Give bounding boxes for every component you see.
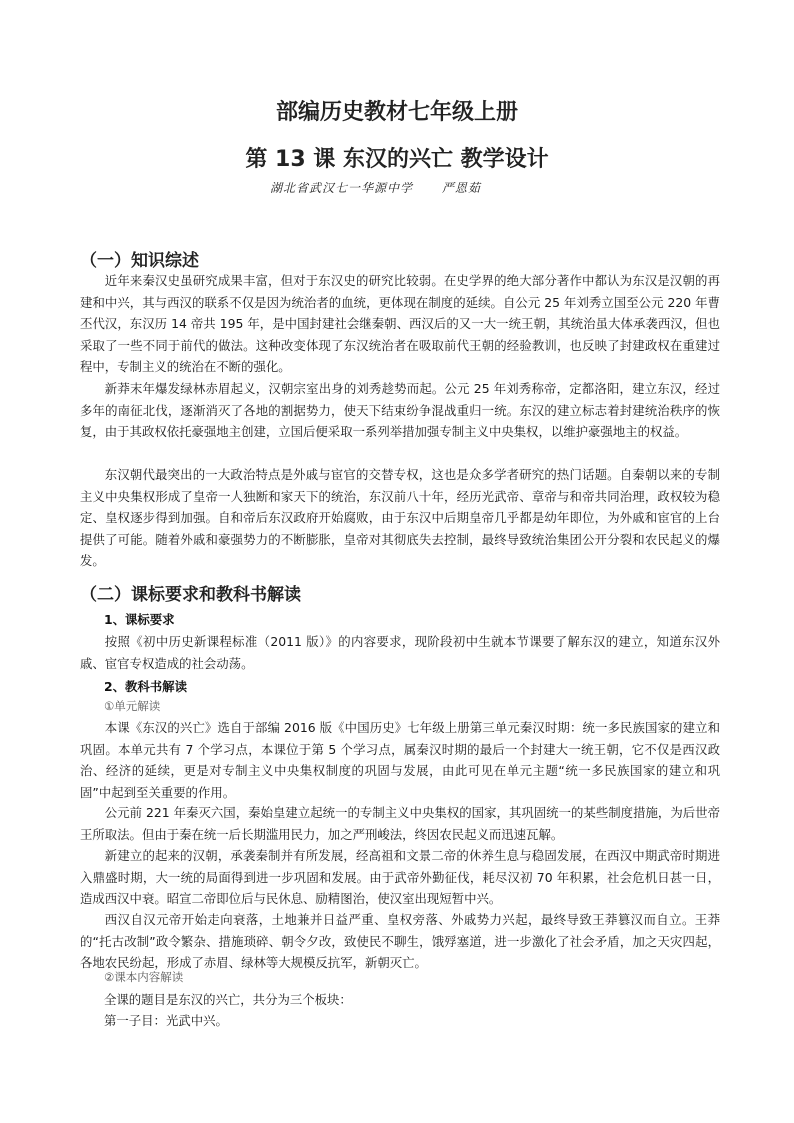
section-heading-standards: （二）课标要求和教科书解读: [80, 585, 301, 605]
unit-reading-label: ①单元解读: [104, 699, 161, 713]
text-line: 全课的题目是东汉的兴亡，共分为三个板块：: [104, 992, 352, 1007]
section-heading-overview: （一）知识综述: [80, 251, 199, 271]
paragraph: 东汉朝代最突出的一大政治特点是外戚与宦官的交替专权，这也是众多学者研究的热门话题。自秦朝以来的专制主义中央集权形成了皇帝一人独断和家天下的统治，东汉前八十年，经历光武帝、章帝与和帝共同治理，政权较为稳定、皇权逐步得到加强。自和帝后东汉政府开始腐败，由于东汉中后期皇帝几乎都是幼年即位，为外戚和宦官的上台提供了可能。随着外戚和豪强势力的不断膨胀，皇帝对其彻底失去控制，最终导致统治集团公开分裂和农民起义的爆发。: [80, 467, 720, 568]
paragraph: 按照《初中历史新课程标准（2011 版）》的内容要求，现阶段初中生就本节课要了解东汉的建立，知道东汉外戚、宦官专权造成的社会动荡。: [80, 634, 720, 671]
paragraph: 近年来秦汉史虽研究成果丰富，但对于东汉史的研究比较弱。在史学界的绝大部分著作中都认为东汉是汉朝的再建和中兴，其与西汉的联系不仅是因为统治者的血统，更体现在制度的延续。自公元 25 年刘秀立国至公元 220 年曹丕代汉，东汉历 14 帝共 195 年，是中国封建社会继秦朝、西汉后的又一大一统王朝，其统治虽大体承袭西汉，但也采取了一些不同于前代的做法。这种改变体现了东汉统治者在吸取前代王朝的经验教训，也反映了封建政权在重建过程中，专制主义的统治在不断的强化。: [80, 273, 720, 374]
text-line: 第一子目：光武中兴。: [104, 1013, 228, 1028]
paragraph: 本课《东汉的兴亡》选自于部编 2016 版《中国历史》七年级上册第三单元秦汉时期：统一多民族国家的建立和巩固。本单元共有 7 个学习点，本课位于第 5 个学习点，属秦汉时期的最后一个封建大一统王朝，它不仅是西汉政治、经济的延续，更是对专制主义中央集权制度的巩固与发展，由此可见在单元主题“统一多民族国家的建立和巩固”中起到至关重要的作用。: [80, 720, 720, 800]
paragraph: 新莽末年爆发绿林赤眉起义，汉朝宗室出身的刘秀趁势而起。公元 25 年刘秀称帝，定都洛阳，建立东汉，经过多年的南征北伐，逐渐消灭了各地的割据势力，使天下结束纷争混战重归一统。东汉的建立标志着封建统治秩序的恢复，由于其政权依托豪强地主创建，立国后便采取一系列举措加强专制主义中央集权，以维护豪强地主的权益。: [80, 381, 720, 439]
author-line: 湖北省武汉七一华源中学 严恩茹: [270, 181, 481, 195]
content-reading-label: ②课本内容解读: [104, 970, 184, 984]
lesson-title: 第 13 课 东汉的兴亡 教学设计: [245, 147, 549, 172]
paragraph: 新建立的起来的汉朝，承袭秦制并有所发展，经高祖和文景二帝的休养生息与稳固发展，在西汉中期武帝时期进入鼎盛时期，大一统的局面得到进一步巩固和发展。由于武帝外勤征伐，耗尽汉初 70 年积累，社会危机日甚一日，造成西汉中衰。昭宣二帝即位后与民休息、励精图治，使汉室出现短暂中兴。: [80, 848, 720, 906]
paragraph: 西汉自汉元帝开始走向衰落，土地兼并日益严重、皇权旁落、外戚势力兴起，最终导致王莽篡汉而自立。王莽的“托古改制”政令繁杂、措施琐碎、朝令夕改，致使民不聊生，饿殍塞道，进一步激化了社会矛盾，加之天灾四起，各地农民纷起，形成了赤眉、绿林等大规模反抗军，新朝灭亡。: [80, 912, 720, 970]
paragraph: 公元前 221 年秦灭六国，秦始皇建立起统一的专制主义中央集权的国家，其巩固统一的某些制度措施，为后世帝王所取法。但由于秦在统一后长期滥用民力，加之严刑峻法，终因农民起义而迅速瓦解。: [80, 805, 720, 842]
subheading-textbook: 2、教科书解读: [104, 679, 187, 694]
document-title: 部编历史教材七年级上册: [275, 100, 518, 125]
subheading-standards: 1、课标要求: [104, 612, 175, 627]
